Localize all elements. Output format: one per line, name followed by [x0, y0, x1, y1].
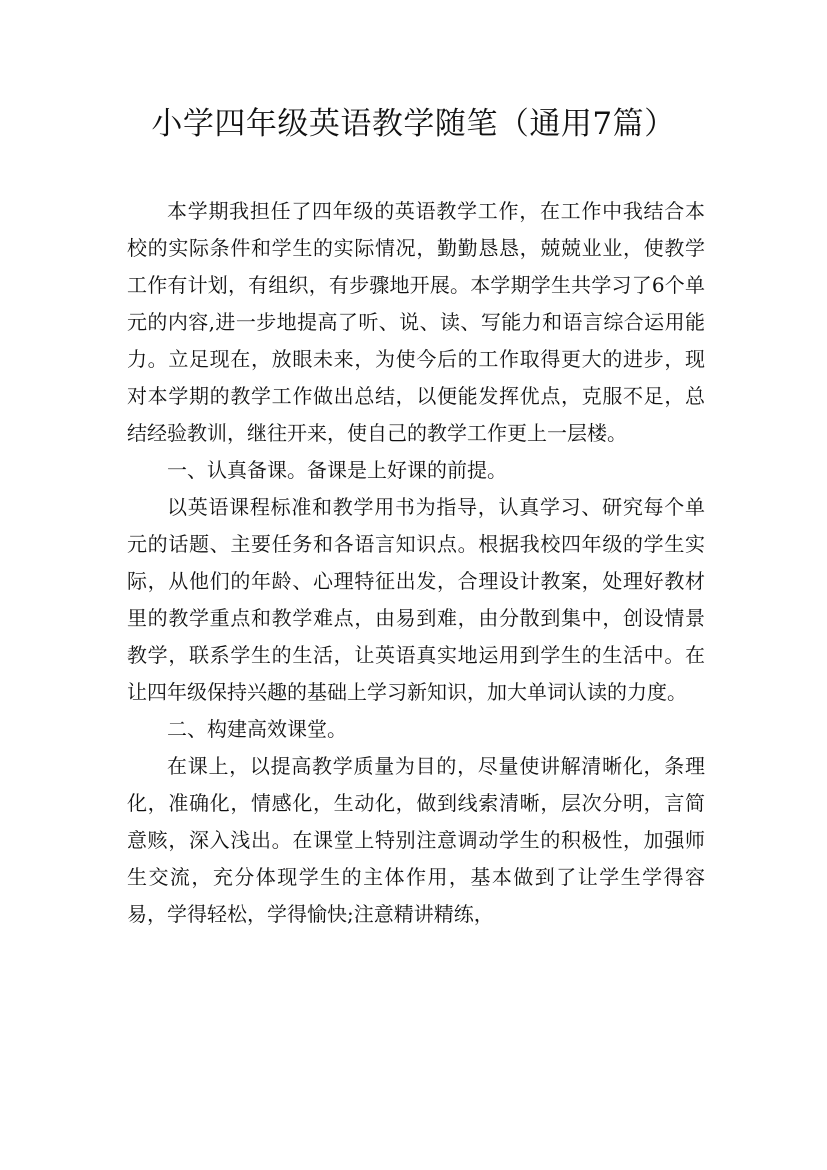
paragraph-classroom: 在课上，以提高教学质量为目的，尽量使讲解清晰化，条理化，准确化，情感化，生动化，做到线索清晰，层次分明，言简意赅，深入浅出。在课堂上特别注意调动学生的积极性，加强师生交流，充分体现学生的主体作用，基本做到了让学生学得容易，学得轻松，学得愉快;注意精讲精练，	[127, 754, 705, 926]
paragraph-intro: 本学期我担任了四年级的英语教学工作，在工作中我结合本校的实际条件和学生的实际情况，勤勤恳恳，兢兢业业，使教学工作有计划，有组织，有步骤地开展。本学期学生共学习了6个单元的内容,进一步地提高了听、说、读、写能力和语言综合运用能力。立足现在，放眼未来，为使今后的工作取得更大的进步，现对本学期的教学工作做出总结，以便能发挥优点，克服不足，总结经验教训，继往开来，使自己的教学工作更上一层楼。	[127, 199, 705, 445]
paragraph-lesson-prep: 以英语课程标准和教学用书为指导，认真学习、研究每个单元的话题、主要任务和各语言知识点。根据我校四年级的学生实际，从他们的年龄、心理特征出发，合理设计教案，处理好教材里的教学重点和教学难点，由易到难，由分散到集中，创设情景教学，联系学生的生活，让英语真实地运用到学生的生活中。在让四年级保持兴趣的基础上学习新知识，加大单词认读的力度。	[127, 495, 705, 704]
paragraph-heading-1: 一、认真备课。备课是上好课的前提。	[167, 458, 507, 482]
paragraph-heading-2: 二、构建高效课堂。	[167, 717, 347, 741]
document-title: 小学四年级英语教学随笔（通用7篇）	[151, 106, 676, 142]
document-body	[127, 193, 705, 933]
